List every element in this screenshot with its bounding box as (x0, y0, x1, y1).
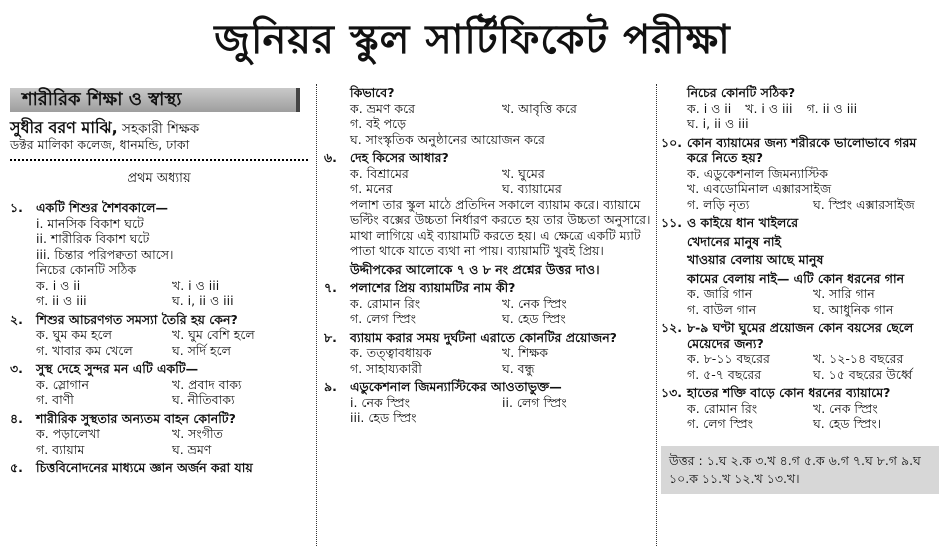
question-1: ১. একটি শিশুর শৈশবকালে— i. মানসিক বিকাশ ঘটে ii. শারীরিক বিকাশ ঘটে iii. চিন্তার পরিপক্বতা আসে। নিচের কোনটি সঠিক ক. i ও ii খ. i ও iii গ. ii ও iii ঘ. i, ii ও iii (10, 200, 308, 309)
question-2: ২. শিশুর আচরণগত সমস্যা তৈরি হয় কেন? ক. ঘুম কম হলে খ. ঘুম বেশি হলে গ. খাবার কম খেলে ঘ. সর্দি হলে (10, 312, 308, 359)
question-text: ব্যায়াম করার সময় দুর্ঘটনা এরাতে কোনটির প্রয়োজন? (350, 329, 617, 345)
option: ক. জারি গান (687, 286, 753, 301)
question-text: দেহ কিসের আধার? (350, 150, 449, 165)
option: ঘ. হেড স্প্রিং। (813, 416, 882, 431)
question-text: খাওয়ার বেলায় আছে মানুষ (687, 252, 824, 267)
statement: i. মানসিক বিকাশ ঘটে (36, 215, 144, 231)
option: গ. বাউল গান (687, 301, 757, 317)
question-5: ৫. চিত্তবিনোদনের মাধ্যমে জ্ঞান অর্জন করা যায় (10, 460, 253, 475)
option: ঘ. i, ii ও iii (172, 293, 234, 308)
option: ক. i ও ii (36, 277, 81, 293)
question-text: কামের বেলায় নাই— এটি কোন ধরনের গান (687, 270, 905, 286)
page-title: জুনিয়র স্কুল সার্টিফিকেট পরীক্ষা (214, 17, 731, 63)
statement: iii. হেড স্প্রিং (350, 410, 417, 425)
question-8: ৮. ব্যায়াম করার সময় দুর্ঘটনা এরাতে কোনটির প্রয়োজন? ক. তত্ত্বাবধায়ক খ. শিক্ষক গ. সাহায্যকারী ঘ. বন্ধু (324, 330, 654, 377)
instruction: উদ্দীপকের আলোকে ৭ ও ৮ নং প্রশ্নের উত্তর দাও। (350, 261, 600, 277)
question-11: ১১. ও কাইয়ে ধান খাইলরে খেদানের মানুষ নাই খাওয়ার বেলায় আছে মানুষ কামের বেলায় নাই— এটি কোন ধরনের গান ক. জারি গান খ. সারি গান গ. বাউল গান ঘ. আধুনিক গান (661, 215, 939, 317)
option: খ. সারি গান (813, 286, 875, 301)
question-ask: নিচের কোনটি সঠিক? (687, 85, 796, 100)
option: ঘ. নীতিবাক্য (172, 392, 235, 407)
question-text: পলাশের প্রিয় ব্যায়ামটির নাম কী? (350, 280, 516, 295)
option: গ. লেগ স্প্রিং (350, 311, 417, 326)
question-7: ৭. পলাশের প্রিয় ব্যায়ামটির নাম কী? ক. রোমান রিং খ. নেক স্প্রিং গ. লেগ স্প্রিং ঘ. হেড স্প্রিং (324, 280, 654, 327)
column-2 (324, 82, 654, 426)
question-3: ৩. সুস্থ দেহে সুন্দর মন এটি একটি— ক. স্লোগান খ. প্রবাদ বাক্য গ. বাণী ঘ. নীতিবাক্য (10, 361, 308, 408)
subject-banner: শারীরিক শিক্ষা ও স্বাস্থ্য (10, 88, 300, 112)
option: খ. নেক স্প্রিং (813, 400, 878, 416)
option: ঘ. i, ii ও iii (687, 116, 749, 131)
option: ঘ. আধুনিক গান (813, 301, 894, 317)
option: গ. লড়ি নৃত্য (687, 196, 750, 212)
option: খ. সংগীত (172, 426, 223, 441)
question-text: হাতের শক্তি বাড়ে কোন ধরনের ব্যায়ামে? (687, 385, 891, 400)
option: ঘ. বন্ধু (502, 360, 535, 376)
option: গ. খাবার কম খেলে (36, 342, 133, 358)
question-13: ১৩. হাতের শক্তি বাড়ে কোন ধরনের ব্যায়ামে? ক. রোমান রিং খ. নেক স্প্রিং গ. লেগ স্প্রিং ঘ. হেড স্প্রিং। (661, 385, 939, 432)
option: ঘ. স্প্রিং এক্সারসাইজ (813, 196, 915, 212)
question-text: সুস্থ দেহে সুন্দর মন এটি একটি— (36, 361, 199, 376)
option: খ. i ও iii (172, 277, 220, 293)
option: গ. ii ও iii (806, 100, 858, 116)
option: ক. রোমান রিং (687, 400, 758, 416)
author-institution: ডক্টর মালিকা কলেজ, ধানমন্ডি, ঢাকা (10, 137, 190, 152)
question-9: ৯. এডুকেশনাল জিমন্যাস্টিকের আওতাভুক্ত— i. নেক স্প্রিং ii. লেগ স্প্রিং iii. হেড স্প্রিং (324, 379, 654, 426)
option: খ. ঘুম বেশি হলে (172, 327, 255, 342)
statement: ii. শারীরিক বিকাশ ঘটে (36, 231, 150, 246)
question-text: খেদানের মানুষ নাই (687, 233, 782, 249)
option: গ. ৫-৭ বছরের (687, 366, 762, 382)
author-role: সহকারী শিক্ষক (122, 120, 200, 137)
question-text: চিত্তবিনোদনের মাধ্যমে জ্ঞান অর্জন করা যায় (36, 460, 253, 475)
question-text: শিশুর আচরণগত সমস্যা তৈরি হয় কেন? (36, 311, 238, 327)
option: খ. আবৃত্তি করে (502, 100, 577, 116)
question-text: এডুকেশনাল জিমন্যাস্টিকের আওতাভুক্ত— (350, 379, 562, 394)
question-text: শারীরিক সুস্থতার অন্যতম বাহন কোনটি? (36, 410, 236, 426)
option: ঘ. ১৫ বছরের উর্ধ্বে (813, 366, 913, 382)
author-line (10, 117, 308, 138)
option: গ. ii ও iii (36, 293, 87, 308)
option: খ. প্রবাদ বাক্য (172, 376, 242, 392)
option: ক. পড়ালেখা (36, 426, 100, 441)
question-12: ১২. ৮-৯ ঘণ্টা ঘুমের প্রয়োজন কোন বয়সের ছেলে মেয়েদের জন্য? ক. ৮-১১ বছরের খ. ১২-১৪ বছরের গ. ৫-৭ বছরের ঘ. ১৫ বছরের উর্ধ্বে (661, 320, 939, 382)
question-10: ১০. কোন ব্যায়ামের জন্য শরীরকে ভালোভাবে গরম করে নিতে হয়? ক. এডুকেশনাল জিমন্যাস্টিক খ. এবডোমিনাল এক্সারসাইজ গ. লড়ি নৃত্য ঘ. স্প্রিং এক্সারসাইজ (661, 135, 939, 213)
statement: i. নেক স্প্রিং (350, 394, 410, 410)
option: গ. ব্যায়াম (36, 441, 85, 457)
column-divider (316, 84, 317, 546)
stimulus-passage: পলাশ তার স্কুল মাঠে প্রতিদিন সকালে ব্যায়াম করে। ব্যায়ামে ভল্টিং বক্সের উচ্চতা নির্ধারণ করতে হয় তার উচ্চতা অনুসারে। মাথা লাগিয়ে এই ব্যায়ামটি করতে হয়। এ ক্ষেত্রে একটি ম্যাট পাতা থাকে যাতে ব্যথা না পায়। ব্যায়ামটি খুবই প্রিয়। (350, 196, 651, 258)
option: খ. ঘুমের (502, 165, 545, 181)
option: গ. সাহায্যকারী (350, 360, 422, 376)
option: গ. মনের (350, 181, 393, 196)
question-4: ৪. শারীরিক সুস্থতার অন্যতম বাহন কোনটি? ক. পড়ালেখা খ. সংগীত গ. ব্যায়াম ঘ. ভ্রমণ (10, 411, 308, 458)
option: গ. বাণী (36, 392, 74, 407)
option: ক. স্লোগান (36, 376, 89, 392)
column-3 (661, 82, 939, 494)
chapter-heading: প্রথম অধ্যায় (127, 170, 191, 186)
answer-key: উত্তর : ১.ঘ ২.ক ৩.খ ৪.গ ৫.ক ৬.গ ৭.ঘ ৮.গ ৯.ঘ ১০.ক ১১.খ ১২.খ ১৩.খ। (661, 446, 939, 494)
option: খ. নেক স্প্রিং (502, 295, 567, 311)
column-divider (656, 84, 657, 546)
option: ক. i ও ii (687, 100, 732, 116)
option: ঘ. সাংস্কৃতিক অনুষ্ঠানের আয়োজন করে (350, 131, 545, 147)
option: ক. ভ্রমণ করে (350, 100, 415, 116)
question-text: কিভাবে? (350, 85, 395, 100)
question-text: ৮-৯ ঘণ্টা ঘুমের প্রয়োজন কোন বয়সের ছেলে মেয়েদের জন্য? (687, 320, 914, 351)
option: ঘ. সর্দি হলে (172, 342, 231, 358)
option: ক. এডুকেশনাল জিমন্যাস্টিক (687, 165, 829, 181)
option: ক. বিশ্রামের (350, 165, 409, 181)
dotted-divider (10, 159, 308, 161)
option: গ. লেগ স্প্রিং (687, 416, 754, 431)
author-name: সুধীর বরণ মাঝি, (10, 117, 118, 137)
option: ক. রোমান রিং (350, 295, 421, 311)
option: খ. এবডোমিনাল এক্সারসাইজ (687, 181, 832, 196)
option: ঘ. ভ্রমণ (172, 441, 212, 457)
question-text: ও কাইয়ে ধান খাইলরে (687, 215, 799, 230)
option: ক. তত্ত্বাবধায়ক (350, 345, 432, 360)
option: খ. ১২-১৪ বছরের (813, 351, 904, 366)
statement: ii. লেগ স্প্রিং (502, 394, 567, 410)
option: খ. শিক্ষক (502, 345, 548, 360)
option: ঘ. ব্যায়ামের (502, 181, 562, 196)
option: খ. i ও iii (745, 100, 793, 116)
statement: iii. চিন্তার পরিপক্বতা আসে। (36, 246, 174, 262)
option: ঘ. হেড স্প্রিং (502, 311, 566, 326)
column-1 (10, 82, 308, 476)
question-text: একটি শিশুর শৈশবকালে— (36, 200, 168, 215)
question-ask: নিচের কোনটি সঠিক (36, 262, 137, 277)
question-6: ৬. দেহ কিসের আধার? ক. বিশ্রামের খ. ঘুমের গ. মনের ঘ. ব্যায়ামের (324, 150, 654, 197)
option: ক. ঘুম কম হলে (36, 327, 112, 342)
option: ক. ৮-১১ বছরের (687, 351, 770, 366)
option: গ. বই পড়ে (350, 116, 407, 131)
question-text: কোন ব্যায়ামের জন্য শরীরকে ভালোভাবে গরম করে নিতে হয়? (687, 134, 917, 165)
